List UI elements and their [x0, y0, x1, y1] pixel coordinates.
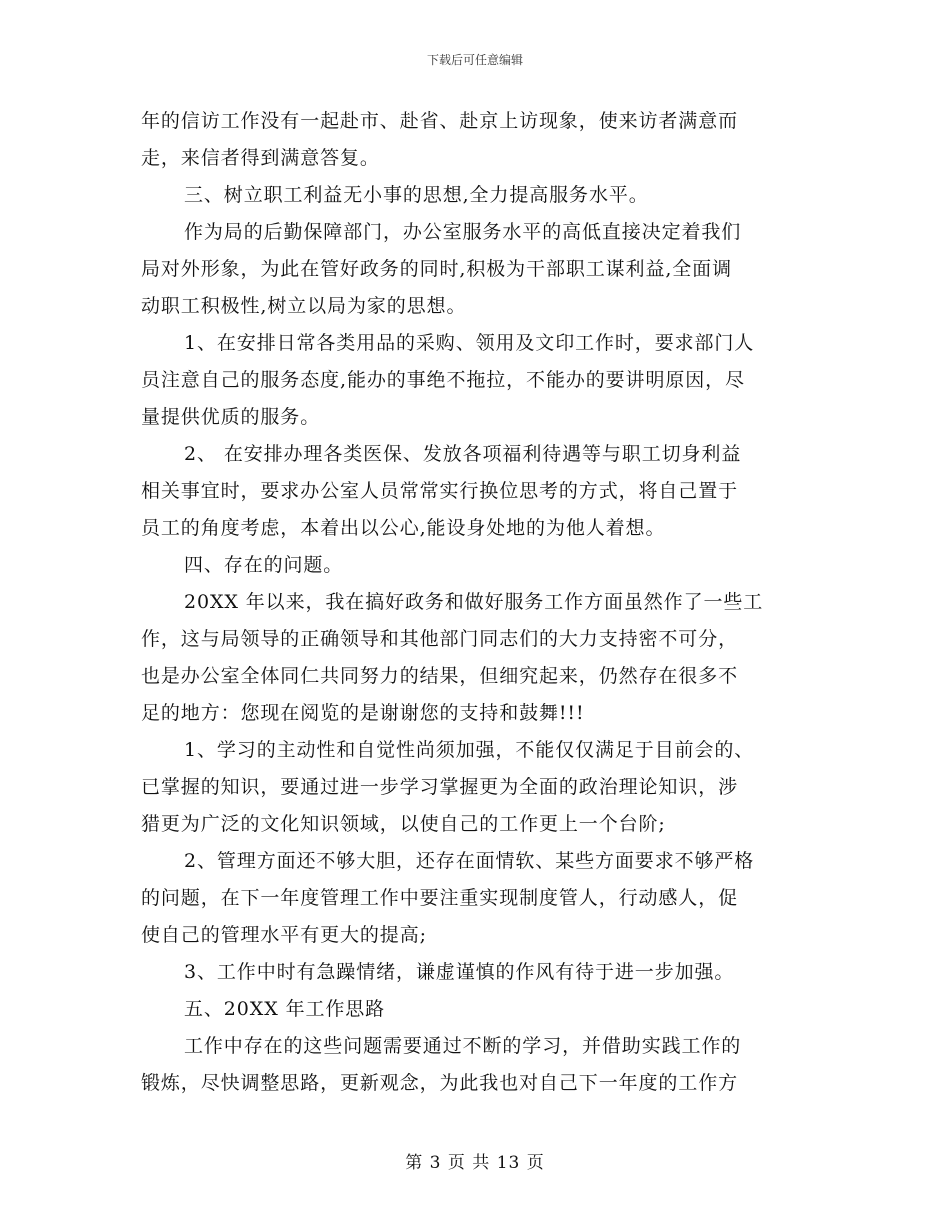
text-line: 足的地方：您现在阅览的是谢谢您的支持和鼓舞!!!: [141, 702, 585, 724]
text-line: 年的信访工作没有一起赴市、赴省、赴京上访现象，使来访者满意而: [141, 110, 739, 132]
text-line: 也是办公室全体同仁共同努力的结果，但细究起来，仍然存在很多不: [141, 665, 739, 687]
text-line: 猎更为广泛的文化知识领域，以使自己的工作更上一个台阶;: [141, 813, 666, 835]
text-line: 的问题，在下一年度管理工作中要注重实现制度管人，行动感人，促: [141, 887, 739, 909]
text-line: 20XX 年以来，我在搞好政务和做好服务工作方面虽然作了一些工: [184, 591, 764, 613]
text-line: 量提供优质的服务。: [141, 406, 321, 428]
page-number-footer: 第 3 页 共 13 页: [405, 1153, 545, 1173]
section-heading: 五、20XX 年工作思路: [184, 998, 386, 1020]
text-line: 1、在安排日常各类用品的采购、领用及文印工作时，要求部门人: [184, 332, 755, 354]
page-header: 下载后可任意编辑: [426, 53, 523, 67]
section-heading: 四、存在的问题。: [184, 554, 344, 576]
text-line: 走，来信者得到满意答复。: [141, 147, 380, 169]
text-line: 锻炼，尽快调整思路，更新观念，为此我也对自己下一年度的工作方: [141, 1072, 739, 1094]
text-line: 使自己的管理水平有更大的提高;: [141, 924, 427, 946]
text-line: 已掌握的知识，要通过进一步学习掌握更为全面的政治理论知识，涉: [141, 776, 739, 798]
text-line: 动职工积极性,树立以局为家的思想。: [141, 295, 467, 317]
text-line: 2、管理方面还不够大胆，还存在面情软、某些方面要求不够严格: [184, 850, 755, 872]
text-line: 工作中存在的这些问题需要通过不断的学习，并借助实践工作的: [184, 1035, 742, 1057]
document-body: [141, 103, 817, 1102]
text-line: 1、学习的主动性和自觉性尚须加强，不能仅仅满足于目前会的、: [184, 739, 755, 761]
section-heading: 三、树立职工利益无小事的思想,全力提高服务水平。: [184, 184, 649, 206]
text-line: 相关事宜时，要求办公室人员常常实行换位思考的方式，将自己置于: [141, 480, 739, 502]
text-line: 作，这与局领导的正确领导和其他部门同志们的大力支持密不可分，: [141, 628, 739, 650]
text-line: 2、 在安排办理各类医保、发放各项福利待遇等与职工切身利益: [184, 443, 742, 465]
text-line: 员注意自己的服务态度,能办的事绝不拖拉，不能办的要讲明原因，尽: [141, 369, 745, 391]
text-line: 员工的角度考虑，本着出以公心,能设身处地的为他人着想。: [141, 517, 666, 539]
text-line: 作为局的后勤保障部门，办公室服务水平的高低直接决定着我们: [184, 221, 742, 243]
text-line: 3、工作中时有急躁情绪，谦虚谨慎的作风有待于进一步加强。: [184, 961, 735, 983]
text-line: 局对外形象，为此在管好政务的同时,积极为干部职工谋利益,全面调: [141, 258, 732, 280]
